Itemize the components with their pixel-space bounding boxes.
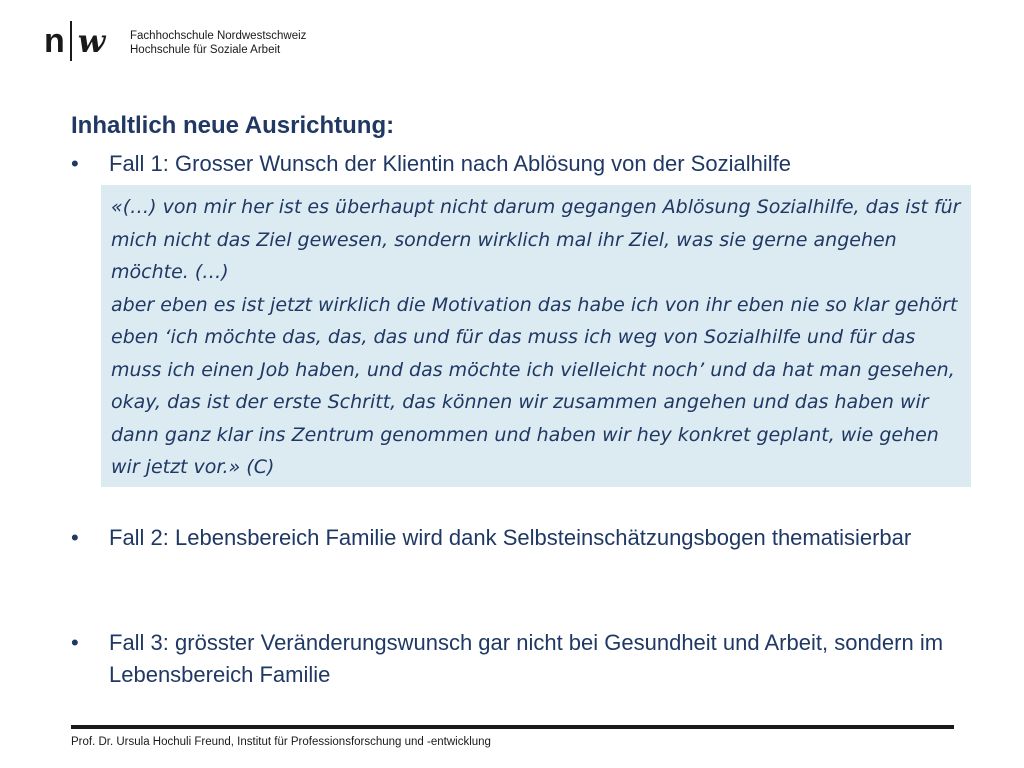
- org-line-1: Fachhochschule Nordwestschweiz: [130, 30, 307, 42]
- fhnw-logo: [44, 20, 105, 62]
- quote-box: [101, 185, 971, 487]
- bullet-3: [71, 627, 951, 691]
- quote-text: [111, 191, 961, 484]
- footer-divider: [71, 725, 954, 729]
- logo-n: n: [44, 22, 65, 60]
- logo-w: w: [77, 22, 106, 60]
- footer-text: Prof. Dr. Ursula Hochuli Freund, Institut für Professionsforschung und -entwicklung: [71, 736, 491, 748]
- slide-title: Inhaltlich neue Ausrichtung:: [71, 112, 395, 139]
- bullet-2-text: Fall 2: Lebensbereich Familie wird dank Selbsteinschätzungsbogen thematisierbar: [109, 525, 912, 550]
- quote-part-1: «(…) von mir her ist es überhaupt nicht darum gegangen Ablösung Sozialhilfe, das ist für mich nicht das Ziel gewesen, sondern wirklich mal ihr Ziel, was sie gerne angehen möchte. (…): [111, 196, 961, 283]
- org-line-2: Hochschule für Soziale Arbeit: [130, 44, 281, 56]
- bullet-1-text: Fall 1: Grosser Wunsch der Klientin nach Ablösung von der Sozialhilfe: [109, 151, 791, 176]
- bullet-2-marker: •: [71, 525, 79, 550]
- bullet-1-marker: •: [71, 151, 79, 176]
- bullet-3-marker: •: [71, 630, 79, 655]
- quote-part-2: aber eben es ist jetzt wirklich die Motivation das habe ich von ihr eben nie so klar gehört eben ‘ich möchte das, das, das und für das muss ich weg von Sozialhilfe und für das muss ich einen Job haben, und das möchte ich vielleicht noch’ und da hat man gesehen, okay, das ist der erste Schritt, das können wir zusammen angehen und das haben wir dann ganz klar ins Zentrum genommen und haben wir hey konkret geplant, wie gehen wir jetzt vor.» (C): [111, 293, 958, 478]
- bullet-3-text: Fall 3: grösster Veränderungswunsch gar nicht bei Gesundheit und Arbeit, sondern im Lebensbereich Familie: [109, 630, 944, 687]
- bullet-1: [71, 148, 971, 180]
- logo-divider: [70, 21, 72, 61]
- bullet-2: [71, 522, 951, 554]
- organization-name: [130, 29, 306, 57]
